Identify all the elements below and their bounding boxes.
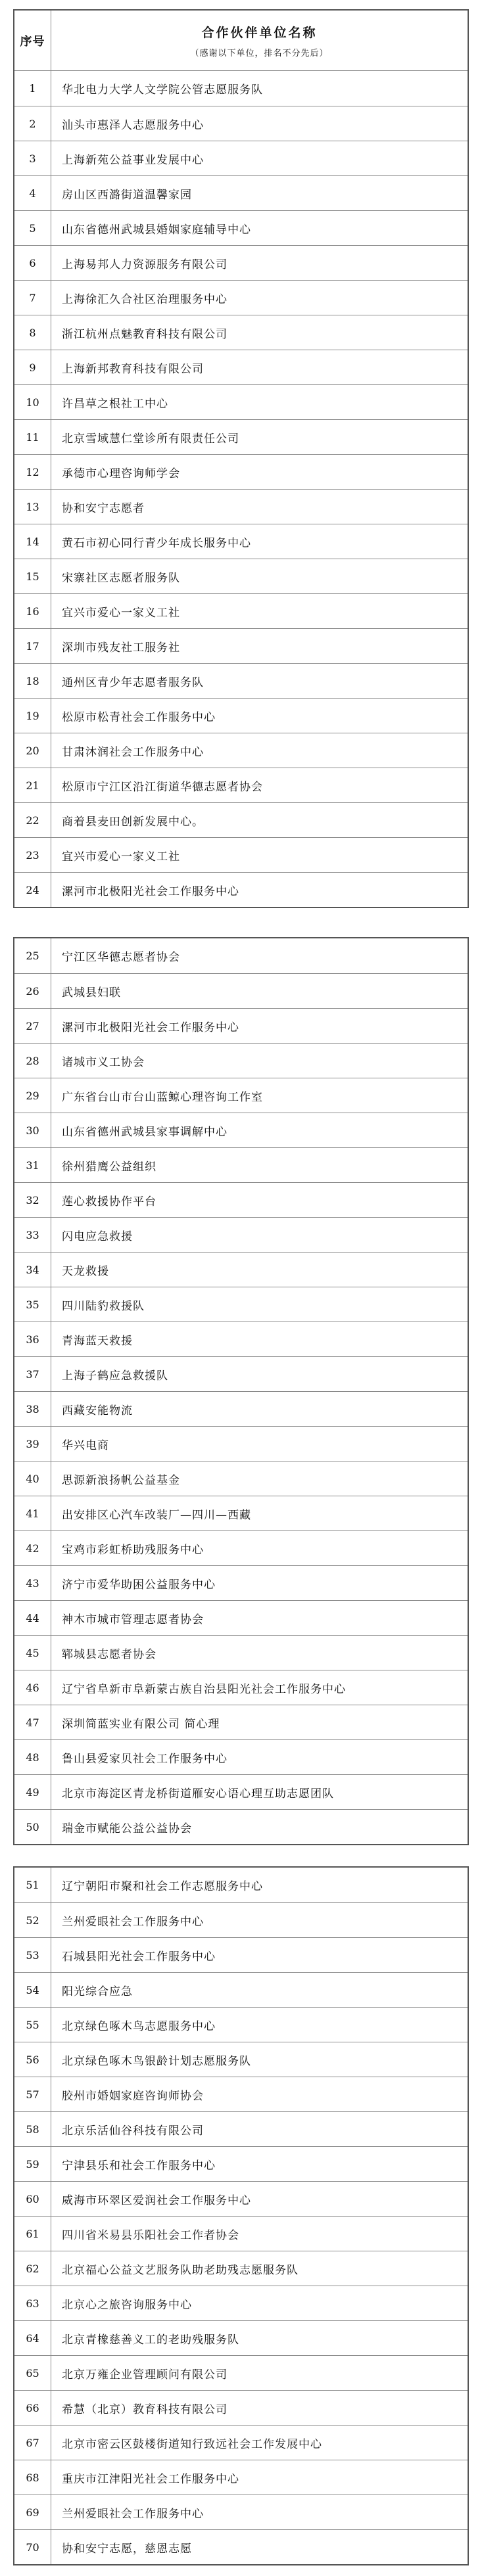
partner-table-section-1	[13, 9, 469, 908]
partner-name: 北京绿色啄木鸟志愿服务中心	[62, 2019, 216, 2033]
table-row	[14, 315, 468, 350]
table-row	[14, 663, 468, 698]
partner-name: 济宁市爱华助困公益服务中心	[62, 1578, 216, 1592]
row-number: 4	[14, 176, 51, 210]
row-number: 6	[14, 246, 51, 280]
table-row	[14, 1565, 468, 1600]
table-row	[14, 1008, 468, 1043]
row-number: 52	[14, 1903, 51, 1937]
partner-name: 北京心之旅咨询服务中心	[62, 2298, 192, 2312]
table-row	[14, 106, 468, 141]
row-number: 43	[14, 1566, 51, 1600]
partner-name: 商着县麦田创新发展中心。	[62, 815, 204, 829]
partner-name: 浙江杭州点魅教育科技有限公司	[62, 327, 228, 341]
partner-name: 神木市城市管理志愿者协会	[62, 1613, 204, 1626]
table-row	[14, 1670, 468, 1705]
table-row	[14, 141, 468, 175]
table-row	[14, 2355, 468, 2390]
table-row	[14, 2111, 468, 2146]
row-number: 28	[14, 1044, 51, 1078]
partner-name: 兰州爱眼社会工作服务中心	[62, 1915, 204, 1929]
row-number: 2	[14, 106, 51, 141]
row-number: 44	[14, 1601, 51, 1635]
row-number: 67	[14, 2426, 51, 2460]
row-number: 5	[14, 211, 51, 245]
row-number: 66	[14, 2391, 51, 2425]
table-row	[14, 419, 468, 454]
table-row	[14, 1496, 468, 1530]
partner-name: 协和安宁志愿，慈恩志愿	[62, 2542, 192, 2556]
table-row	[14, 1868, 468, 1902]
table-row	[14, 2007, 468, 2042]
table-row	[14, 1774, 468, 1809]
partner-name: 北京市密云区鼓楼街道知行致远社会工作发展中心	[62, 2437, 322, 2451]
table-row	[14, 2181, 468, 2216]
row-number: 46	[14, 1670, 51, 1705]
row-number: 55	[14, 2008, 51, 2042]
partner-name: 辽宁朝阳市聚和社会工作志愿服务中心	[62, 1880, 263, 1893]
row-number: 30	[14, 1113, 51, 1147]
table-row	[14, 454, 468, 489]
table-row	[14, 2077, 468, 2111]
partner-name: 北京青橡慈善义工的老助残服务队	[62, 2333, 239, 2347]
partner-name: 宜兴市爱心一家义工社	[62, 606, 180, 620]
row-number: 58	[14, 2112, 51, 2146]
partner-name: 华北电力大学人文学院公管志愿服务队	[62, 83, 263, 97]
row-number: 47	[14, 1705, 51, 1739]
partner-name: 北京绿色啄木鸟银龄计划志愿服务队	[62, 2054, 251, 2068]
table-row	[14, 1600, 468, 1635]
table-title: 合作伙伴单位名称	[201, 25, 318, 40]
row-number: 25	[14, 938, 51, 973]
table-row	[14, 350, 468, 384]
partner-name: 北京乐活仙谷科技有限公司	[62, 2124, 204, 2138]
table-row	[14, 698, 468, 733]
partner-name: 承德市心理咨询师学会	[62, 467, 180, 480]
table-row	[14, 524, 468, 559]
row-number: 19	[14, 699, 51, 733]
partner-name: 郓城县志愿者协会	[62, 1647, 157, 1661]
partner-name: 四川陆豹救援队	[62, 1299, 145, 1313]
partner-name: 西藏安能物流	[62, 1404, 133, 1417]
partner-name: 上海子鹤应急救援队	[62, 1369, 168, 1383]
table-row	[14, 1287, 468, 1322]
row-number: 40	[14, 1461, 51, 1496]
table-row	[14, 1217, 468, 1252]
partner-name: 辽宁省阜新市阜新蒙古族自治县阳光社会工作服务中心	[62, 1682, 346, 1696]
partner-name: 深圳市残友社工服务社	[62, 641, 180, 655]
row-number: 16	[14, 594, 51, 628]
row-number: 21	[14, 768, 51, 802]
partner-name: 闪电应急救援	[62, 1230, 133, 1243]
partner-name: 阳光综合应急	[62, 1985, 133, 1998]
row-number: 33	[14, 1218, 51, 1252]
row-number: 61	[14, 2217, 51, 2251]
table-row	[14, 1530, 468, 1565]
table-row	[14, 733, 468, 768]
row-number: 70	[14, 2530, 51, 2564]
partner-name: 宋寨社区志愿者服务队	[62, 571, 180, 585]
row-number: 65	[14, 2356, 51, 2390]
table-row	[14, 210, 468, 245]
row-number: 11	[14, 420, 51, 454]
row-number: 18	[14, 664, 51, 698]
partner-name: 漯河市北极阳光社会工作服务中心	[62, 1021, 239, 1034]
table-row	[14, 1972, 468, 2007]
table-row	[14, 2529, 468, 2564]
partner-name: 房山区西潞街道温馨家园	[62, 188, 192, 202]
partner-name: 松原市宁江区沿江街道华德志愿者协会	[62, 780, 263, 794]
partner-name: 通州区青少年志愿者服务队	[62, 676, 204, 689]
row-number: 54	[14, 1973, 51, 2007]
partner-name: 四川省米易县乐阳社会工作者协会	[62, 2228, 239, 2242]
partner-name: 威海市环翠区爱润社会工作服务中心	[62, 2194, 251, 2207]
table-row	[14, 973, 468, 1008]
row-number: 45	[14, 1636, 51, 1670]
partner-name: 重庆市江津阳光社会工作服务中心	[62, 2472, 239, 2486]
table-row	[14, 1182, 468, 1217]
row-number: 41	[14, 1496, 51, 1530]
partner-name: 山东省德州武城县婚姻家庭辅导中心	[62, 223, 251, 237]
row-number: 48	[14, 1740, 51, 1774]
row-number: 51	[14, 1868, 51, 1902]
table-header	[14, 11, 468, 71]
row-number: 64	[14, 2321, 51, 2355]
row-number: 12	[14, 455, 51, 489]
partner-name: 北京雪域慧仁堂诊所有限责任公司	[62, 432, 239, 446]
row-number: 49	[14, 1775, 51, 1809]
partner-name: 宜兴市爱心一家义工社	[62, 850, 180, 863]
table-row	[14, 872, 468, 907]
table-row	[14, 1078, 468, 1113]
partner-name: 徐州猎鹰公益组织	[62, 1160, 157, 1174]
row-number: 34	[14, 1253, 51, 1287]
partner-table-section-3	[13, 1866, 469, 2565]
partner-name: 黄石市初心同行青少年成长服务中心	[62, 536, 251, 550]
row-number: 59	[14, 2147, 51, 2181]
table-row	[14, 2425, 468, 2460]
row-number: 1	[14, 71, 51, 106]
table-row	[14, 2390, 468, 2425]
partner-name: 青海蓝天救援	[62, 1334, 133, 1348]
row-number: 42	[14, 1531, 51, 1565]
row-number: 60	[14, 2182, 51, 2216]
row-number: 38	[14, 1392, 51, 1426]
partner-name: 上海新邦教育科技有限公司	[62, 362, 204, 376]
partner-name: 兰州爱眼社会工作服务中心	[62, 2507, 204, 2521]
row-number: 68	[14, 2460, 51, 2495]
row-number: 24	[14, 873, 51, 907]
row-number: 9	[14, 350, 51, 384]
partner-name: 希慧（北京）教育科技有限公司	[62, 2403, 228, 2416]
header-no-label: 序号	[14, 11, 51, 70]
row-number: 14	[14, 524, 51, 559]
table-row	[14, 1147, 468, 1182]
table-row	[14, 1426, 468, 1461]
row-number: 35	[14, 1287, 51, 1322]
row-number: 53	[14, 1938, 51, 1972]
table-row	[14, 1902, 468, 1937]
table-row	[14, 1705, 468, 1739]
partner-name: 宁江区华德志愿者协会	[62, 951, 180, 964]
table-row	[14, 2495, 468, 2529]
partner-name: 天龙救援	[62, 1264, 109, 1278]
table-row	[14, 1937, 468, 1972]
header-name-cell	[51, 11, 468, 70]
row-number: 36	[14, 1322, 51, 1356]
table-row	[14, 1113, 468, 1147]
row-number: 32	[14, 1183, 51, 1217]
partner-name: 甘肃沐润社会工作服务中心	[62, 745, 204, 759]
row-number: 17	[14, 629, 51, 663]
partner-name: 广东省台山市台山蓝鲸心理咨询工作室	[62, 1090, 263, 1104]
table-row	[14, 1739, 468, 1774]
table-row	[14, 559, 468, 593]
partner-name: 武城县妇联	[62, 986, 121, 1000]
row-number: 13	[14, 490, 51, 524]
partner-name: 许昌草之根社工中心	[62, 397, 168, 411]
table-row	[14, 1043, 468, 1078]
table-row	[14, 628, 468, 663]
partner-name: 北京福心公益文艺服务队助老助残志愿服务队	[62, 2263, 299, 2277]
partner-name: 宝鸡市彩虹桥助残服务中心	[62, 1543, 204, 1557]
partner-name: 石城县阳光社会工作服务中心	[62, 1950, 216, 1964]
table-row	[14, 768, 468, 802]
partner-name: 胶州市婚姻家庭咨询师协会	[62, 2089, 204, 2103]
partner-name: 上海易邦人力资源服务有限公司	[62, 258, 228, 271]
table-row	[14, 384, 468, 419]
row-number: 26	[14, 974, 51, 1008]
table-row	[14, 2460, 468, 2495]
row-number: 39	[14, 1427, 51, 1461]
row-number: 50	[14, 1810, 51, 1844]
table-row	[14, 2286, 468, 2320]
partner-name: 出安排区心汽车改装厂—四川—西藏	[62, 1508, 251, 1522]
partner-name: 北京市海淀区青龙桥街道雁安心语心理互助志愿团队	[62, 1787, 334, 1801]
table-row	[14, 1252, 468, 1287]
partner-name: 华兴电商	[62, 1438, 109, 1452]
partner-name: 瑞金市赋能公益公益协会	[62, 1822, 192, 1835]
partner-name: 协和安宁志愿者	[62, 501, 145, 515]
partner-name: 宁津县乐和社会工作服务中心	[62, 2159, 216, 2173]
partner-name: 漯河市北极阳光社会工作服务中心	[62, 885, 239, 898]
row-number: 62	[14, 2251, 51, 2286]
row-number: 22	[14, 803, 51, 837]
partner-name: 鲁山县爱家贝社会工作服务中心	[62, 1752, 228, 1766]
table-row	[14, 938, 468, 973]
table-row	[14, 2251, 468, 2286]
table-row	[14, 1322, 468, 1356]
table-row	[14, 1391, 468, 1426]
row-number: 31	[14, 1148, 51, 1182]
row-number: 3	[14, 141, 51, 175]
row-number: 20	[14, 733, 51, 768]
partner-name: 松原市松青社会工作服务中心	[62, 710, 216, 724]
partner-name: 上海新苑公益事业发展中心	[62, 153, 204, 167]
partner-name: 诸城市义工协会	[62, 1055, 145, 1069]
partner-name: 汕头市惠泽人志愿服务中心	[62, 118, 204, 132]
table-row	[14, 489, 468, 524]
partner-table-section-2	[13, 937, 469, 1845]
row-number: 15	[14, 559, 51, 593]
row-number: 10	[14, 385, 51, 419]
table-row	[14, 1461, 468, 1496]
row-number: 69	[14, 2495, 51, 2529]
partner-name: 深圳简蓝实业有限公司 简心理	[62, 1717, 220, 1731]
partner-name: 上海徐汇久合社区治理服务中心	[62, 292, 228, 306]
table-row	[14, 2146, 468, 2181]
row-number: 27	[14, 1009, 51, 1043]
partner-name: 北京万雍企业管理顾问有限公司	[62, 2368, 228, 2381]
partner-name: 思源新浪扬帆公益基金	[62, 1473, 180, 1487]
partner-name: 山东省德州武城县家事调解中心	[62, 1125, 228, 1139]
row-number: 37	[14, 1357, 51, 1391]
row-number: 8	[14, 315, 51, 350]
row-number: 23	[14, 838, 51, 872]
table-row	[14, 1809, 468, 1844]
table-row	[14, 2216, 468, 2251]
partner-name: 莲心救援协作平台	[62, 1195, 157, 1208]
table-row	[14, 175, 468, 210]
table-row	[14, 71, 468, 106]
table-row	[14, 280, 468, 315]
row-number: 63	[14, 2286, 51, 2320]
table-subtitle: （感谢以下单位，排名不分先后）	[190, 48, 329, 58]
table-row	[14, 1356, 468, 1391]
table-row	[14, 802, 468, 837]
row-number: 7	[14, 281, 51, 315]
table-row	[14, 2042, 468, 2077]
table-row	[14, 2320, 468, 2355]
table-row	[14, 1635, 468, 1670]
row-number: 57	[14, 2077, 51, 2111]
row-number: 56	[14, 2042, 51, 2077]
table-row	[14, 245, 468, 280]
table-row	[14, 593, 468, 628]
row-number: 29	[14, 1078, 51, 1113]
table-row	[14, 837, 468, 872]
